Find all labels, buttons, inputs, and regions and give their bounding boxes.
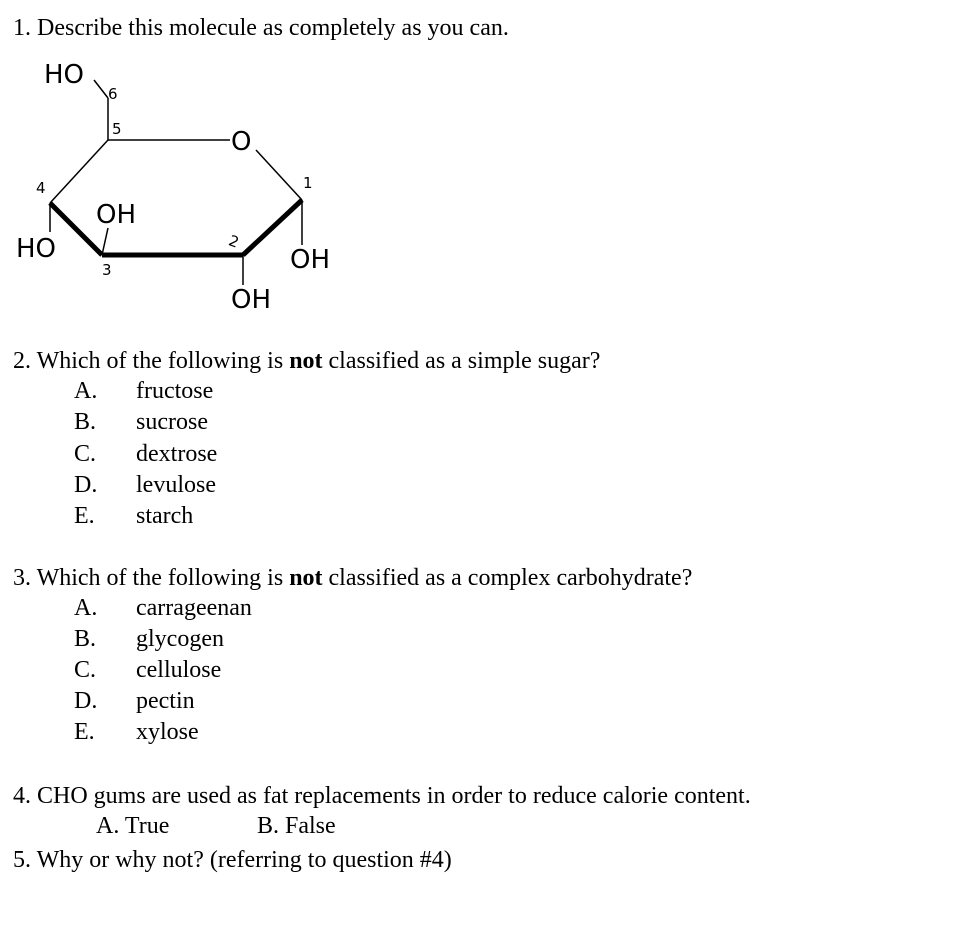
question-2 [13, 347, 600, 375]
question-4-text: 4. CHO gums are used as fat replacements in order to reduce calorie content. [13, 783, 751, 809]
option-letter: C. [74, 441, 97, 467]
answer-false[interactable]: B. False [257, 813, 336, 839]
question-4 [13, 782, 751, 810]
carbon-number-2: 2 [226, 231, 242, 252]
option-text: pectin [136, 688, 195, 714]
label-ho-top: HO [44, 60, 85, 90]
option-letter: C. [74, 657, 97, 683]
option-text: sucrose [136, 409, 208, 435]
answer-true[interactable]: A. True [96, 813, 170, 839]
carbon-number-3: 3 [102, 261, 112, 279]
option-text: carrageenan [136, 595, 252, 621]
glucose-structure-diagram [0, 50, 360, 320]
question-3 [13, 564, 692, 592]
question-5-text: 5. Why or why not? (referring to question #4) [13, 847, 452, 873]
label-oh-c3: OH [96, 200, 137, 230]
carbon-number-6: 6 [108, 85, 118, 103]
option-letter: E. [74, 503, 95, 529]
option-letter: B. [74, 626, 97, 652]
option-text: xylose [136, 719, 199, 745]
question-2-text-before: 2. Which of the following is [13, 348, 290, 374]
option-text: starch [136, 503, 194, 529]
option-text: cellulose [136, 657, 222, 683]
option-text: levulose [136, 472, 216, 498]
option-letter: B. [74, 409, 97, 435]
option-text: dextrose [136, 441, 218, 467]
bond-c6-ho [94, 80, 108, 98]
option-letter: D. [74, 688, 98, 714]
bond-c3-oh [102, 228, 108, 255]
bond-c5-c4 [50, 140, 108, 203]
label-oh-c1: OH [290, 245, 331, 275]
bond-c4-c3 [50, 203, 102, 255]
option-text: glycogen [136, 626, 224, 652]
label-ho-left: HO [16, 234, 57, 264]
question-2-text-after: classified as a simple sugar? [322, 348, 601, 374]
question-3-text-before: 3. Which of the following is [13, 565, 290, 591]
carbon-number-4: 4 [36, 179, 46, 197]
option-letter: A. [74, 378, 98, 404]
option-letter: E. [74, 719, 95, 745]
option-text: fructose [136, 378, 214, 404]
carbon-number-5: 5 [112, 120, 122, 138]
question-1 [13, 14, 509, 42]
question-1-text: 1. Describe this molecule as completely as you can. [13, 15, 509, 41]
carbon-number-1: 1 [303, 174, 313, 192]
bond-o-c1 [256, 150, 302, 200]
question-3-text-after: classified as a complex carbohydrate? [322, 565, 693, 591]
question-5 [13, 846, 452, 874]
label-ring-o: O [231, 127, 252, 157]
option-letter: D. [74, 472, 98, 498]
question-3-emphasis: not [289, 565, 323, 591]
label-oh-c2: OH [231, 285, 272, 315]
option-letter: A. [74, 595, 98, 621]
question-2-emphasis: not [289, 348, 323, 374]
